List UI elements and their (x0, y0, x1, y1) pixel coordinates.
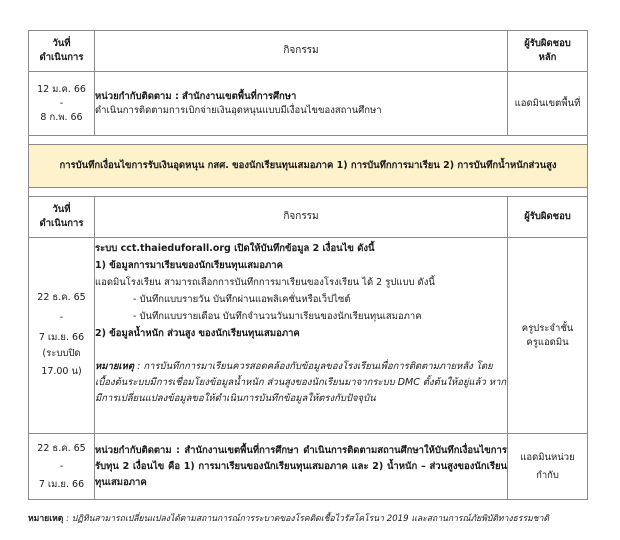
row-note (95, 359, 507, 407)
date-start: 22 ธ.ค. 65 (37, 291, 86, 303)
row-note-text: : การบันทึกการมาเรียนควรสอดคล้องกับข้อมูลของโรงเรียนเพื่อการติดตามภายหลัง โดยเบื้องต้นระบบมีการเชื่อมโยงข้อมูลน้ำหนัก ส่วนสูงของนักเรียนมาจากระบบ DMC ตั้งต้นให้อยู่แล้ว หากมีการเปลี่ยนแปลงข้อมูลขอให้ดำเนินการบันทึกข้อมูลให้ตรงกับปัจจุบัน (95, 361, 507, 404)
date-end: 7 เม.ย. 66 (38, 478, 85, 490)
footnote-text: : ปฏิทินสามารถเปลี่ยนแปลงได้ตามสถานการณ์การระบาดของโรคติดเชื้อไวรัสโคโรนา 2019 และสถานการณ์ภัยพิบัติทางธรรมชาติ (66, 514, 549, 524)
owner-header: ผู้รับผิดชอบ (508, 197, 588, 238)
table-gap (29, 136, 588, 145)
footnote-label: หมายเหตุ (28, 514, 64, 524)
system-line: ระบบ cct.thaieduforall.org เปิดให้บันทึกข้อมูล 2 เงื่อนไข ดังนี้ (95, 243, 375, 254)
schedule-table (28, 30, 588, 500)
owner-cell: แอดมินเขตพื้นที่ (508, 72, 588, 136)
table-row (29, 72, 588, 136)
table-gap (29, 188, 588, 197)
activity-header: กิจกรรม (95, 31, 508, 72)
condition-1-desc: แอดมินโรงเรียน สามารถเลือกการบันทึกการมาเรียนของโรงเรียน ได้ 2 รูปแบบ ดังนี้ (95, 277, 435, 288)
table-row (29, 434, 588, 500)
condition-1: 1) ข้อมูลการมาเรียนของนักเรียนทุนเสมอภาค (95, 260, 283, 271)
date-cell (29, 238, 95, 434)
activity-cell: หน่วยกำกับติดตาม : สำนักงานเขตพื้นที่การศึกษา ดำเนินการติดตามสถานศึกษาให้บันทึกเงื่อนไขการรับทุน 2 เงื่อนไข คือ 1) การมาเรียนของนักเรียนทุนเสมอภาค และ 2) น้ำหนัก – ส่วนสูงของนักเรียนทุนเสมอภาค (95, 434, 508, 500)
condition-2: 2) ข้อมูลน้ำหนัก ส่วนสูง ของนักเรียนทุนเสมอภาค (95, 328, 300, 339)
date-header: วันที่ ดำเนินการ (29, 31, 95, 72)
banner-text: การบันทึกเงื่อนไขการรับเงินอุดหนุน กสศ. ของนักเรียนทุนเสมอภาค 1) การบันทึกการมาเรียน 2) การบันทึกน้ำหนักส่วนสูง (29, 145, 588, 188)
date-separator: - (59, 311, 64, 323)
activity-header: กิจกรรม (95, 197, 508, 238)
activity-desc: ดำเนินการติดตามการเบิกจ่ายเงินอุดหนุนแบบมีเงื่อนไขของสถานศึกษา (95, 104, 382, 116)
option-monthly: - บันทึกแบบรายเดือน บันทึกจำนวนวันมาเรียนของนักเรียนทุนเสมอภาค (133, 311, 422, 322)
table-row (29, 238, 588, 434)
date-cell (29, 72, 95, 136)
date-start: 22 ธ.ค. 65 (37, 442, 86, 454)
table1-header-row (29, 31, 588, 72)
banner-row (29, 145, 588, 188)
activity-title: หน่วยกำกับติดตาม : สำนักงานเขตพื้นที่การศึกษา (95, 90, 297, 102)
footnote (28, 513, 608, 525)
date-cell (29, 434, 95, 500)
date-separator: - (59, 460, 64, 472)
table2-header-row (29, 197, 588, 238)
activity-cell (95, 238, 508, 434)
date-header: วันที่ ดำเนินการ (29, 197, 95, 238)
date-end: 7 เม.ย. 66 (38, 331, 85, 343)
date-end: 8 ก.พ. 66 (40, 111, 83, 123)
date-start: 12 ม.ค. 66 (37, 83, 86, 95)
option-daily: - บันทึกแบบรายวัน บันทึกผ่านแอพลิเคชั่นหรือเว็ปไซต์ (133, 294, 351, 305)
owner-header: ผู้รับผิดชอบ หลัก (508, 31, 588, 72)
date-separator: - (59, 97, 64, 109)
owner-cell: แอดมินหน่วย กำกับ (508, 434, 588, 500)
row-note-label: หมายเหตุ (95, 361, 135, 372)
date-note: (ระบบปิด 17.00 น) (41, 347, 82, 377)
activity-cell (95, 72, 508, 136)
owner-cell: ครูประจำชั้น ครูแอดมิน (508, 238, 588, 434)
